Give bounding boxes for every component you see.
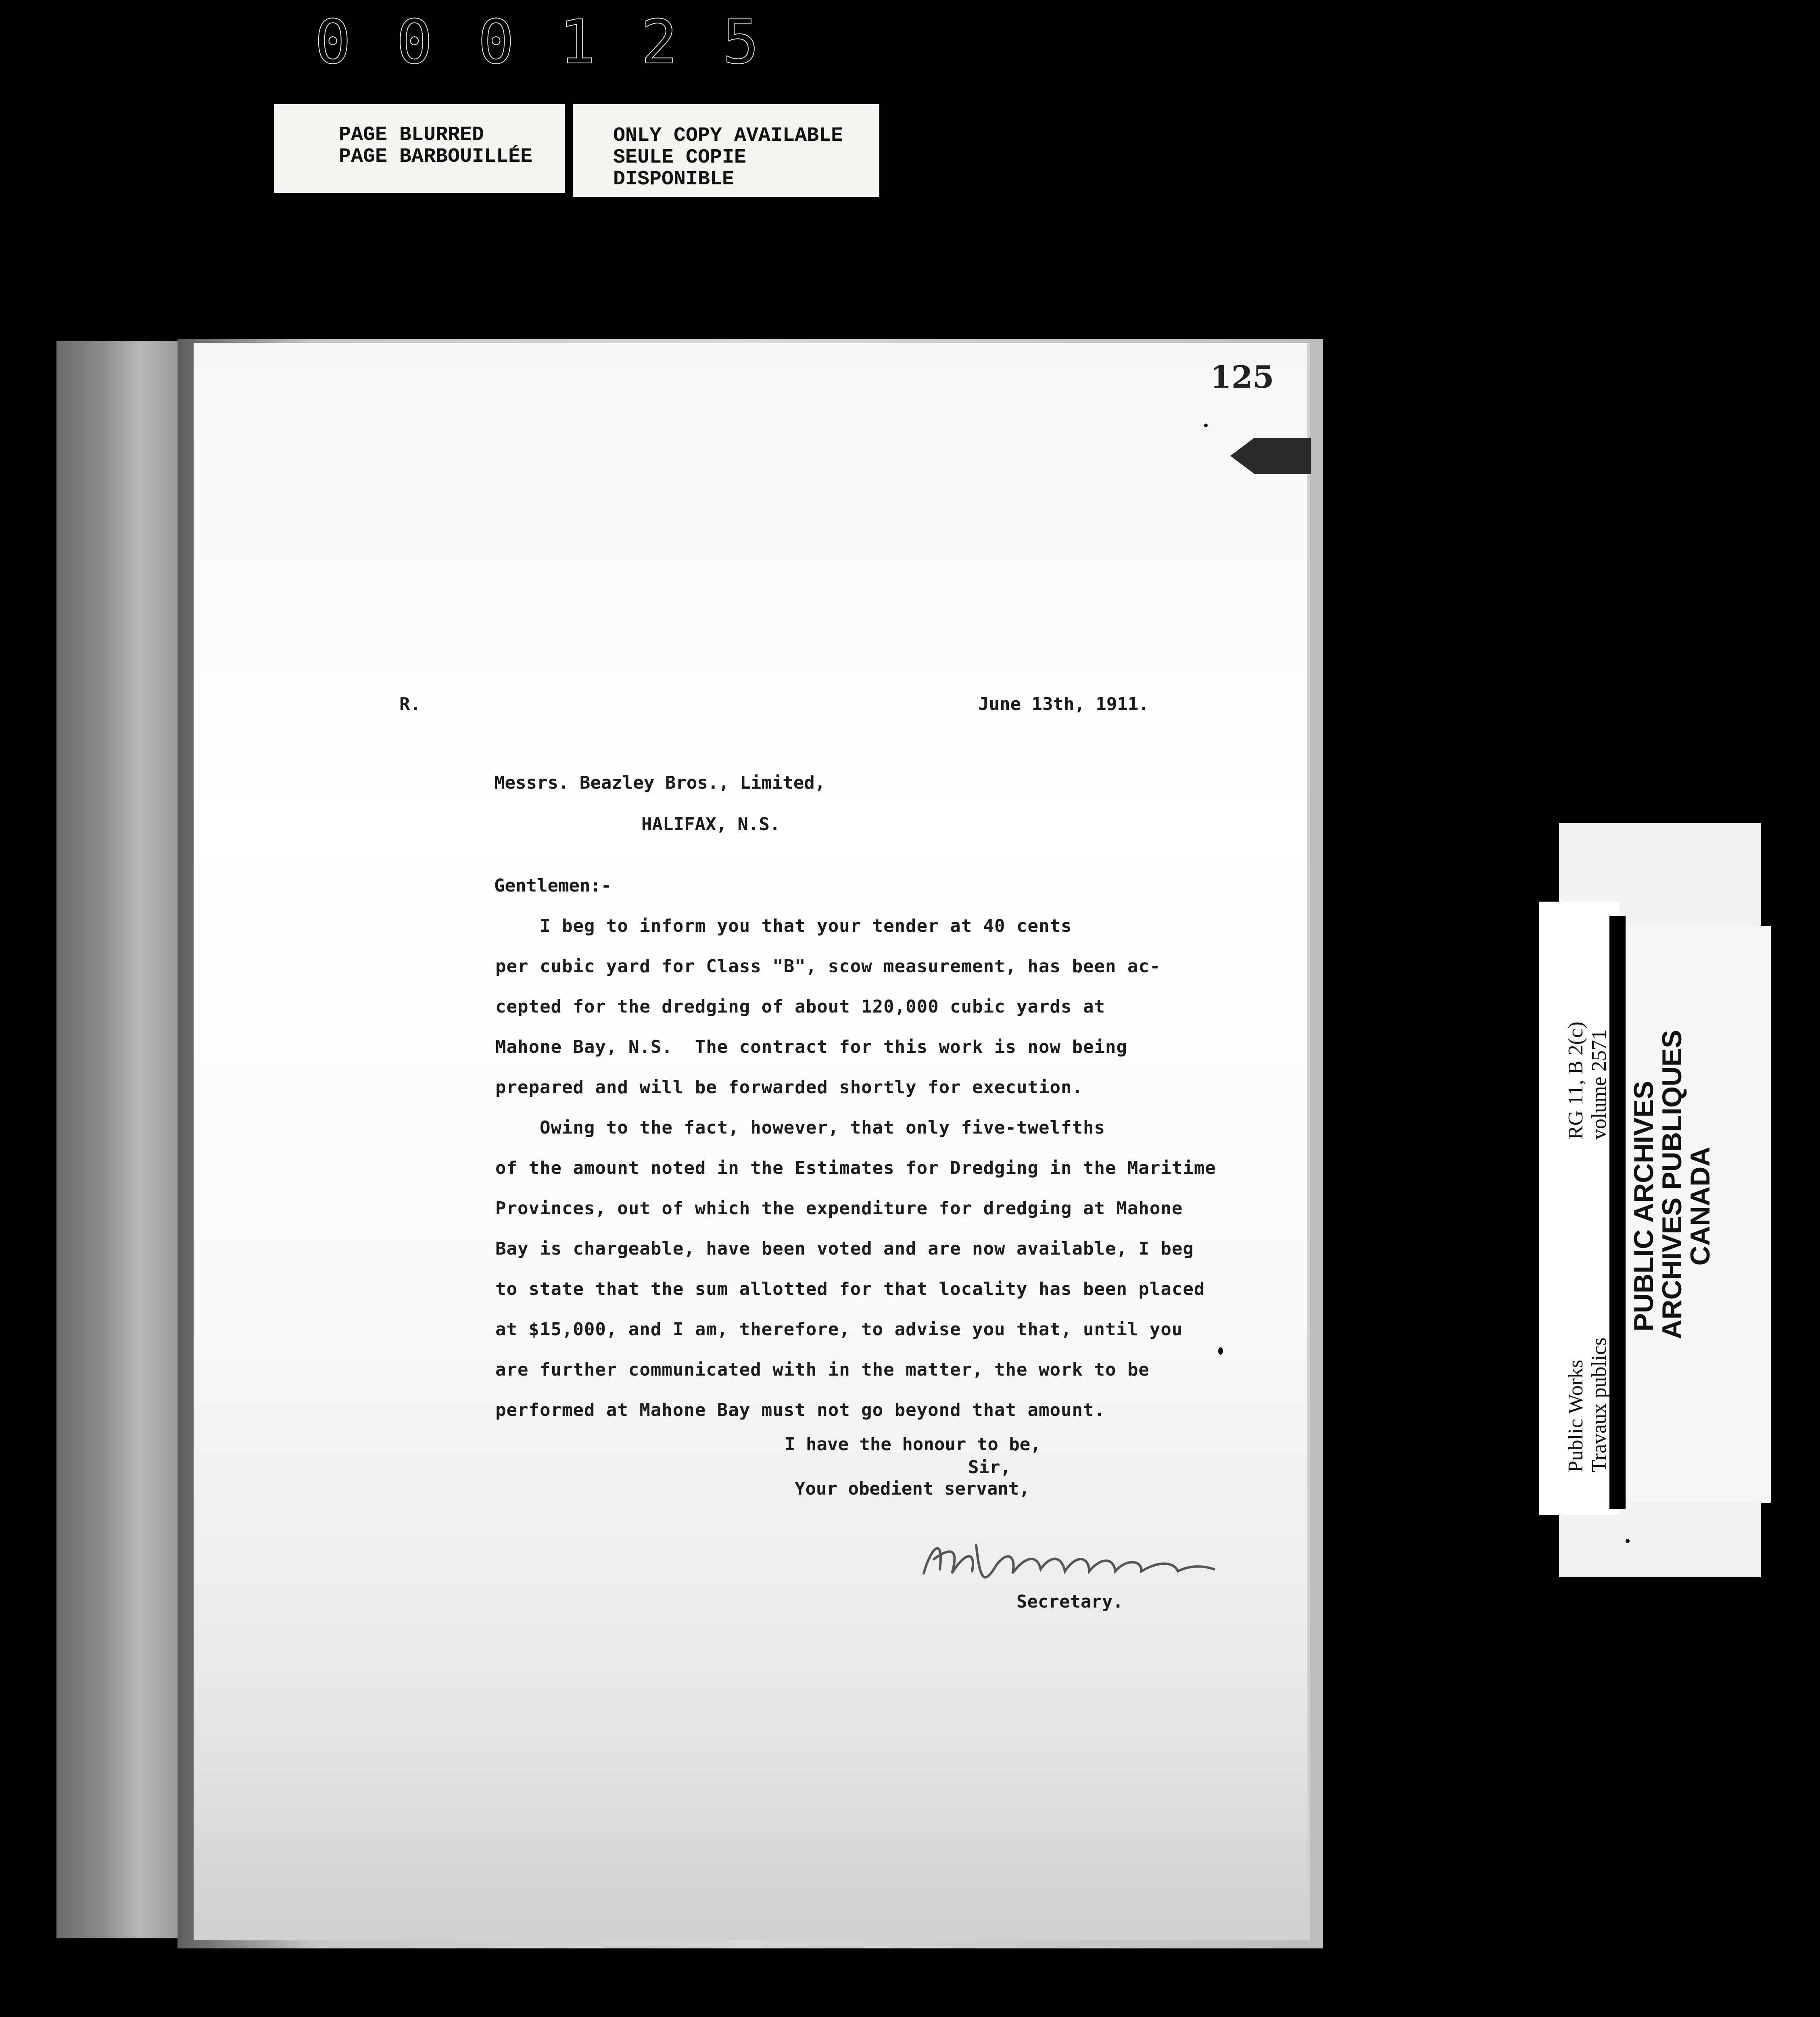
- closing-line-2: Sir,: [968, 1457, 1011, 1478]
- archive-label-divider: [1609, 916, 1626, 1509]
- archive-country: CANADA: [1685, 1146, 1716, 1266]
- volume-number: volume 2571: [1588, 1029, 1611, 1140]
- body-line: Provinces, out of which the expenditure for dredging at Mahone: [495, 1198, 1183, 1219]
- handwritten-signature: [916, 1521, 1222, 1593]
- addressee-line-2: HALIFAX, N.S.: [641, 814, 781, 835]
- archive-label-institution: [1628, 1030, 1716, 1339]
- body-line: Bay is chargeable, have been voted and are now available, I beg: [495, 1238, 1194, 1259]
- archive-label-reference: [1564, 1021, 1611, 1140]
- ink-speck: [1204, 424, 1208, 427]
- letter-page: [194, 343, 1310, 1940]
- body-line: per cubic yard for Class "B", scow measurement, has been ac-: [495, 956, 1161, 977]
- body-line: Owing to the fact, however, that only five-twelfths: [495, 1117, 1105, 1138]
- body-line: I beg to inform you that your tender at 40 cents: [495, 916, 1072, 936]
- page-blurred-fr: PAGE BARBOUILLÉE: [339, 145, 533, 168]
- body-line: of the amount noted in the Estimates for Dredging in the Maritime: [495, 1158, 1216, 1178]
- page-blurred-tag: [274, 104, 565, 193]
- closing-line-3: Your obedient servant,: [795, 1478, 1030, 1499]
- body-line: are further communicated with in the matter, the work to be: [495, 1359, 1150, 1380]
- microfilm-frame-number: 000125: [315, 7, 804, 77]
- salutation: Gentlemen:-: [494, 875, 612, 896]
- page-number-stamp: 125: [1210, 359, 1274, 395]
- archive-label-department: [1564, 1337, 1611, 1472]
- signatory-title: Secretary.: [1016, 1591, 1123, 1612]
- page-blurred-en: PAGE BLURRED: [339, 123, 484, 146]
- ink-speck: [1218, 1347, 1223, 1355]
- archive-en: PUBLIC ARCHIVES: [1628, 1081, 1659, 1332]
- addressee-line-1: Messrs. Beazley Bros., Limited,: [494, 773, 826, 793]
- body-line: at $15,000, and I am, therefore, to advise you that, until you: [495, 1319, 1183, 1340]
- department-en: Public Works: [1564, 1359, 1587, 1472]
- archive-fr: ARCHIVES PUBLIQUES: [1657, 1030, 1687, 1339]
- department-fr: Travaux publics: [1588, 1337, 1611, 1472]
- only-copy-en: ONLY COPY AVAILABLE: [613, 124, 843, 147]
- letter-mark: R.: [399, 694, 421, 714]
- label-speck: [1626, 1539, 1630, 1543]
- closing-line-1: I have the honour to be,: [785, 1434, 1041, 1455]
- reference-code: RG 11, B 2(c): [1564, 1021, 1587, 1140]
- body-line: to state that the sum allotted for that locality has been placed: [495, 1279, 1205, 1299]
- letter-date: June 13th, 1911.: [978, 694, 1149, 714]
- body-line: performed at Mahone Bay must not go beyond that amount.: [495, 1400, 1105, 1420]
- body-line: prepared and will be forwarded shortly for execution.: [495, 1077, 1083, 1098]
- body-line: cepted for the dredging of about 120,000 cubic yards at: [495, 996, 1105, 1017]
- only-copy-fr: SEULE COPIE DISPONIBLE: [613, 146, 747, 191]
- body-line: Mahone Bay, N.S. The contract for this work is now being: [495, 1037, 1127, 1057]
- only-copy-tag: [573, 104, 879, 197]
